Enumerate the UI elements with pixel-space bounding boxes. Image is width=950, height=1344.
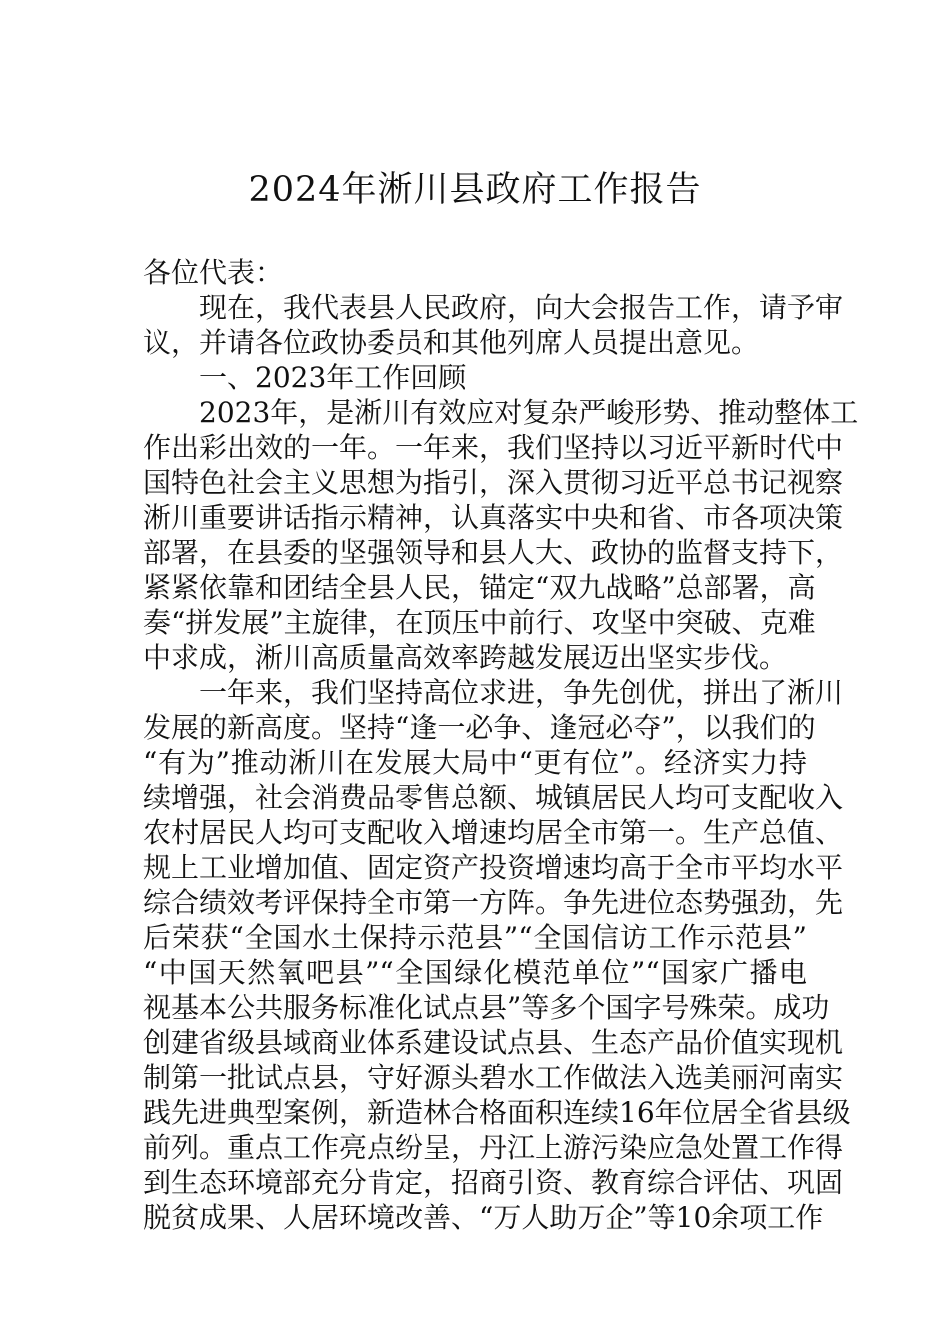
paragraph-line: 奏“拼发展”主旋律，在顶压中前行、攻坚中突破、克难 xyxy=(143,606,816,639)
paragraph-line: 2023年，是淅川有效应对复杂严峻形势、推动整体工 xyxy=(199,396,859,429)
paragraph-line: 紧紧依靠和团结全县人民，锚定“双九战略”总部署，高 xyxy=(143,571,816,604)
document-title: 2024年淅川县政府工作报告 xyxy=(248,170,702,210)
paragraph-1 xyxy=(143,290,844,360)
paragraph-line: 脱贫成果、人居环境改善、“万人助万企”等10余项工作 xyxy=(143,1201,824,1234)
paragraph-line: 续增强，社会消费品零售总额、城镇居民人均可支配收入 xyxy=(143,781,844,814)
paragraph-line: 作出彩出效的一年。一年来，我们坚持以习近平新时代中 xyxy=(143,431,844,464)
paragraph-line: “有为”推动淅川在发展大局中“更有位”。经济实力持 xyxy=(143,746,807,779)
paragraph-line: 规上工业增加值、固定资产投资增速均高于全市平均水平 xyxy=(143,851,844,884)
paragraph-3 xyxy=(143,675,851,1235)
paragraph-line: 发展的新高度。坚持“逢一必争、逢冠必夺”，以我们的 xyxy=(143,711,816,744)
paragraph-line: 制第一批试点县，守好源头碧水工作做法入选美丽河南实 xyxy=(143,1061,844,1094)
paragraph-line: 现在，我代表县人民政府，向大会报告工作，请予审 xyxy=(199,291,844,324)
salutation: 各位代表： xyxy=(143,256,284,289)
paragraph-line: 一年来，我们坚持高位求进，争先创优，拼出了淅川 xyxy=(199,676,844,709)
paragraph-line: 到生态环境部充分肯定，招商引资、教育综合评估、巩固 xyxy=(143,1166,844,1199)
paragraph-line: 视基本公共服务标准化试点县”等多个国字号殊荣。成功 xyxy=(143,991,830,1024)
paragraph-line: 创建省级县域商业体系建设试点县、生态产品价值实现机 xyxy=(143,1026,844,1059)
paragraph-line: 部署，在县委的坚强领导和县人大、政协的监督支持下， xyxy=(143,536,844,569)
paragraph-line: 议，并请各位政协委员和其他列席人员提出意见。 xyxy=(143,326,760,359)
paragraph-line: 农村居民人均可支配收入增速均居全市第一。生产总值、 xyxy=(143,816,844,849)
paragraph-line: “中国天然氧吧县”“全国绿化模范单位”“国家广播电 xyxy=(143,956,807,989)
paragraph-line: 淅川重要讲话指示精神，认真落实中央和省、市各项决策 xyxy=(143,501,844,534)
section-heading: 一、2023年工作回顾 xyxy=(199,361,467,394)
document-body xyxy=(143,255,859,1235)
paragraph-line: 前列。重点工作亮点纷呈，丹江上游污染应急处置工作得 xyxy=(143,1131,844,1164)
paragraph-line: 综合绩效考评保持全市第一方阵。争先进位态势强劲，先 xyxy=(143,886,844,919)
paragraph-line: 践先进典型案例，新造林合格面积连续16年位居全省县级 xyxy=(143,1096,851,1129)
paragraph-line: 国特色社会主义思想为指引，深入贯彻习近平总书记视察 xyxy=(143,466,844,499)
paragraph-line: 中求成，淅川高质量高效率跨越发展迈出坚实步伐。 xyxy=(143,641,788,674)
paragraph-2 xyxy=(143,395,859,675)
paragraph-line: 后荣获“全国水土保持示范县”“全国信访工作示范县” xyxy=(143,921,807,954)
